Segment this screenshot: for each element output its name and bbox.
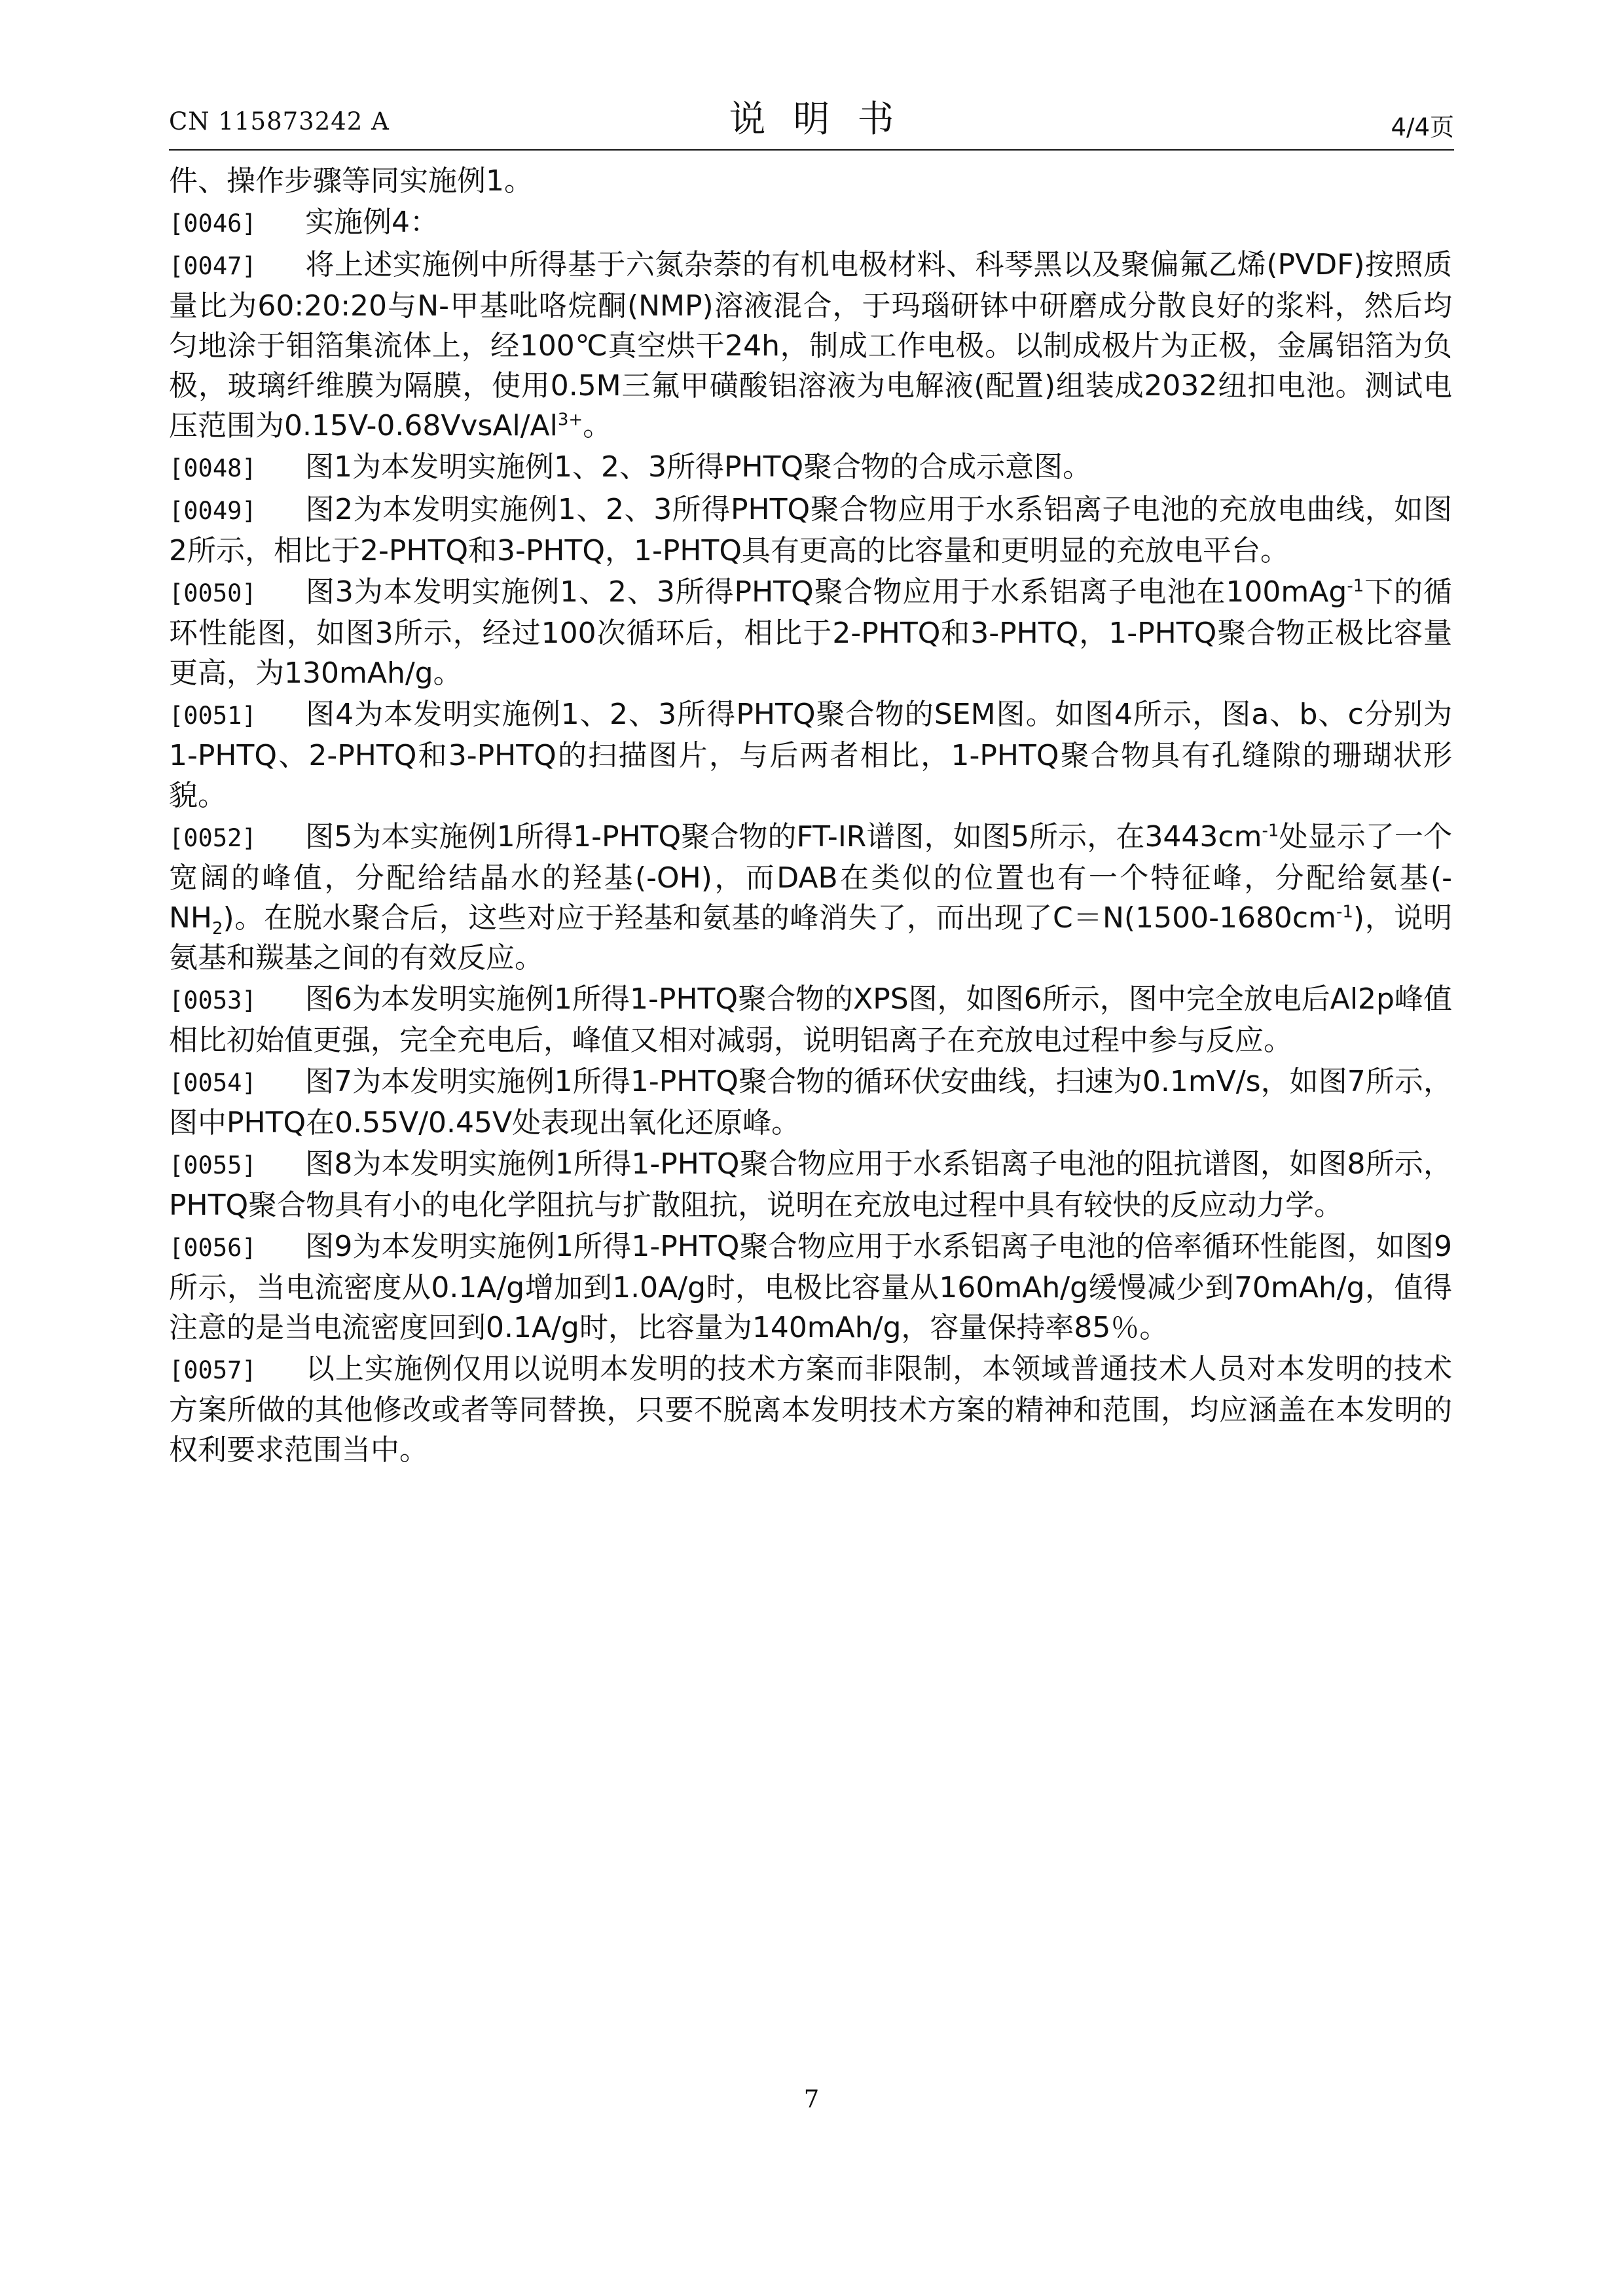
header-divider	[169, 149, 1454, 151]
paragraph-0050	[169, 572, 1452, 693]
superscript: -1	[1347, 576, 1364, 596]
page-count: 4/4页	[1391, 113, 1454, 141]
superscript: 3+	[557, 410, 583, 430]
paragraph-0047	[169, 245, 1452, 446]
page-title: 说明书	[729, 98, 922, 141]
paragraph-0048	[169, 447, 1452, 488]
paragraph-text: 图9为本发明实施例1所得1-PHTQ聚合物应用于水系铝离子电池的倍率循环性能图，如图9所示，当电流密度从0.1A/g增加到1.0A/g时，电极比容量从160mAh/g缓慢减少到70mAh/g，值得注意的是当电流密度回到0.1A/g时，比容量为140mAh/g，容量保持率85％。	[169, 1230, 1452, 1344]
paragraph-text: 图3为本发明实施例1、2、3所得PHTQ聚合物应用于水系铝离子电池在100mAg	[305, 575, 1347, 609]
paragraph-continuation	[169, 161, 1452, 201]
paragraph-text: 图7为本发明实施例1所得1-PHTQ聚合物的循环伏安曲线，扫速为0.1mV/s，如图7所示，图中PHTQ在0.55V/0.45V处表现出氧化还原峰。	[169, 1065, 1452, 1139]
paragraph-0054	[169, 1062, 1452, 1143]
paragraph-text: 图4为本发明实施例1、2、3所得PHTQ聚合物的SEM图。如图4所示，图a、b、c分别为1-PHTQ、2-PHTQ和3-PHTQ的扫描图片，与后两者相比，1-PHTQ聚合物具有孔缝隙的珊瑚状形貌。	[169, 698, 1452, 812]
paragraph-text-tail: 下的循环性能图，如图3所示，经过100次循环后，相比于2-PHTQ和3-PHTQ，1-PHTQ聚合物正极比容量更高，为130mAh/g。	[169, 575, 1452, 690]
paragraph-text-tail: )。在脱水聚合后，这些对应于羟基和氨基的峰消失了，而出现了C＝N(1500-1680cm	[223, 901, 1336, 935]
paragraph-0052	[169, 817, 1452, 978]
paragraph-text-tail: )，说明氨基和羰基之间的有效反应。	[169, 901, 1452, 975]
paragraph-0049	[169, 490, 1452, 571]
paragraph-0057	[169, 1349, 1452, 1470]
paragraph-number: [0049]	[169, 497, 257, 525]
paragraph-text-tail: 处显示了一个宽阔的峰值，分配给结晶水的羟基(-OH)，而DAB在类似的位置也有一个特征峰，分配给氨基(-NH	[169, 820, 1452, 935]
superscript: -1	[1336, 902, 1353, 922]
paragraph-text: 件、操作步骤等同实施例1。	[169, 164, 533, 198]
paragraph-number: [0054]	[169, 1069, 257, 1097]
paragraph-number: [0056]	[169, 1234, 257, 1262]
subscript: 2	[212, 918, 223, 939]
patent-number: CN 115873242 A	[169, 107, 390, 135]
paragraph-0056	[169, 1227, 1452, 1348]
paragraph-number: [0057]	[169, 1356, 257, 1384]
paragraph-text: 图5为本实施例1所得1-PHTQ聚合物的FT-IR谱图，如图5所示，在3443cm	[305, 820, 1262, 853]
paragraph-text: 图8为本发明实施例1所得1-PHTQ聚合物应用于水系铝离子电池的阻抗谱图，如图8所示，PHTQ聚合物具有小的电化学阻抗与扩散阻抗，说明在充放电过程中具有较快的反应动力学。	[169, 1147, 1452, 1222]
paragraph-number: [0046]	[169, 209, 257, 238]
paragraph-0055	[169, 1144, 1452, 1225]
paragraph-text: 图1为本发明实施例1、2、3所得PHTQ聚合物的合成示意图。	[305, 450, 1092, 484]
paragraph-text: 图2为本发明实施例1、2、3所得PHTQ聚合物应用于水系铝离子电池的充放电曲线，如图2所示，相比于2-PHTQ和3-PHTQ，1-PHTQ具有更高的比容量和更明显的充放电平台。	[169, 493, 1452, 567]
paragraph-number: [0048]	[169, 454, 257, 482]
superscript: -1	[1262, 821, 1279, 841]
paragraph-0053	[169, 979, 1452, 1060]
paragraph-number: [0050]	[169, 579, 257, 607]
paragraph-text-tail: 。	[583, 409, 612, 442]
paragraph-number: [0053]	[169, 986, 257, 1014]
paragraph-number: [0055]	[169, 1151, 257, 1179]
paragraph-0046	[169, 202, 1452, 243]
paragraph-text: 将上述实施例中所得基于六氮杂萘的有机电极材料、科琴黑以及聚偏氟乙烯(PVDF)按照质量比为60:20:20与N-甲基吡咯烷酮(NMP)溶液混合，于玛瑙研钵中研磨成分散良好的浆料，然后均匀地涂于钼箔集流体上，经100℃真空烘干24h，制成工作电极。以制成极片为正极，金属铝箔为负极，玻璃纤维膜为隔膜，使用0.5M三氟甲磺酸铝溶液为电解液(配置)组装成2032纽扣电池。测试电压范围为0.15V-0.68VvsAl/Al	[169, 248, 1452, 442]
paragraph-text: 图6为本发明实施例1所得1-PHTQ聚合物的XPS图，如图6所示，图中完全放电后Al2p峰值相比初始值更强，完全充电后，峰值又相对减弱，说明铝离子在充放电过程中参与反应。	[169, 982, 1452, 1057]
paragraph-number: [0047]	[169, 252, 257, 280]
paragraph-number: [0052]	[169, 824, 257, 852]
paragraph-0051	[169, 694, 1452, 816]
paragraph-number: [0051]	[169, 702, 257, 730]
page-number: 7	[803, 2085, 820, 2113]
paragraph-text: 以上实施例仅用以说明本发明的技术方案而非限制，本领域普通技术人员对本发明的技术方案所做的其他修改或者等同替换，只要不脱离本发明技术方案的精神和范围，均应涵盖在本发明的权利要求范围当中。	[169, 1352, 1452, 1467]
description-body	[169, 161, 1452, 1471]
paragraph-text: 实施例4：	[305, 206, 439, 239]
